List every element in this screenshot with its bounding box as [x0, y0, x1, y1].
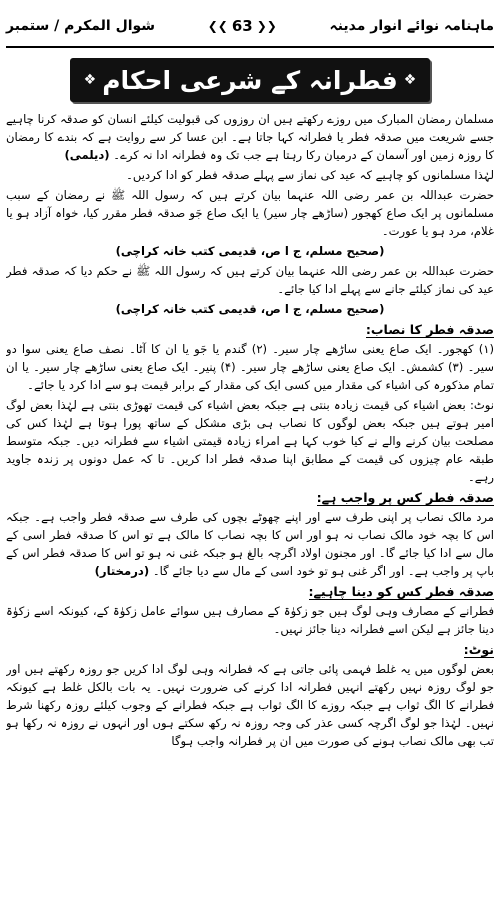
article-title: فطرانہ کے شرعی احکام	[102, 65, 398, 95]
section-heading: صدقہ فطر کس پر واجب ہے:	[316, 490, 494, 505]
citation: (صحیح مسلم، ج ا ص، قدیمی کتب خانہ کراچی)	[115, 244, 385, 258]
paragraph: مرد مالک نصاب پر اپنی طرف سے اور اپنے چھوٹے بچوں کی طرف سے صدقہ فطر واجب ہے۔ جبکہ اس کا بچہ خود مالک نصاب نہ ہو اور اس کا بچہ نصاب کا مالک ہے تو اس کا صدقہ فطر اسی کے مال سے ادا کیا جائے گا۔ اور مجنون اولاد اگرچہ بالغ ہو جبکہ غنی نہ ہو تو اس کا صدقہ فطر اس کے باپ پر واجب ہے۔ اور اگر غنی ہو تو خود اسی کے مال سے دیا جائے گا۔ (درمختار)	[6, 510, 494, 578]
paragraph: حضرت عبداللہ بن عمر رضی اللہ عنہما بیان کرتے ہیں کہ رسول اللہ ﷺ نے رمضان کے سبب مسلمانوں پر ایک صاع کھجور (ساڑھے چار سیر) یا ایک صاع جَو صدقہ فطر مقرر کیا، خواہ آزاد ہو یا غلام، مرد ہو یا عورت۔	[6, 188, 494, 238]
paragraph: لہٰذا مسلمانوں کو چاہیے کہ عید کی نماز سے پہلے صدقہ فطر کو ادا کردیں۔	[126, 168, 494, 182]
page-number: 63	[231, 17, 253, 35]
article-body	[6, 110, 494, 904]
magazine-name: ماہنامہ نوائے انوار مدینہ	[329, 18, 494, 34]
section-heading: صدقہ فطر کا نصاب:	[365, 322, 494, 337]
title-banner	[0, 58, 500, 102]
flourish-icon: ❖	[83, 72, 97, 88]
citation: (صحیح مسلم، ج ا ص، قدیمی کتب خانہ کراچی)	[115, 302, 385, 316]
ornament-icon: ❯❯	[256, 19, 277, 33]
issue-date: شوال المکرم / ستمبر	[6, 18, 156, 34]
page-number-box	[208, 17, 277, 35]
citation: (دیلمی)	[64, 148, 110, 162]
paragraph: حضرت عبداللہ بن عمر رضی اللہ عنہما بیان کرتے ہیں کہ رسول اللہ ﷺ نے حکم دیا کہ صدقہ فطر عید کی نماز کیلئے جانے سے پہلے ادا کیا جائے۔	[6, 264, 494, 296]
flourish-icon: ❖	[403, 72, 417, 88]
paragraph: فطرانے کے مصارف وہی لوگ ہیں جو زکوٰۃ کے مصارف ہیں سوائے عامل زکوٰۃ کے، کیونکہ اسے زکوٰۃ دینا جائز ہے لیکن اسے فطرانہ دینا جائز نہیں۔	[6, 604, 494, 636]
citation: (درمختار)	[94, 564, 150, 578]
section-heading: صدقہ فطر کس کو دینا چاہیے:	[308, 584, 494, 599]
paragraph: نوٹ: بعض اشیاء کی قیمت زیادہ بنتی ہے جبکہ بعض اشیاء کی قیمت تھوڑی بنتی ہے لہٰذا بعض لوگ امیر ہوتے ہیں جبکہ بعض لوگوں کا نصاب ہی بڑی مشکل کے ساتھ پورا ہوتا ہے لہٰذا کس کی مصلحت بیان کرنے والے نے کیا خوب کہا ہے امراء زیادہ قیمتی اشیاء سے فطرانہ دیں۔ جبکہ متوسط طبقہ عام چیزوں کی قیمت کے مطابق اپنا صدقہ فطر ادا کریں۔ تا کہ عمل دونوں پر زندہ جاوید رہے۔	[6, 398, 494, 484]
page-header	[6, 6, 494, 48]
article-title-box	[70, 58, 431, 102]
section-heading: نوٹ:	[463, 642, 494, 657]
ornament-icon: ❮❮	[207, 19, 228, 33]
paragraph: (۱) کھجور۔ ایک صاع یعنی ساڑھے چار سیر۔ (۲) گندم یا جَو یا ان کا آٹا۔ نصف صاع یعنی سوا دو سیر۔ (۳) کشمش۔ ایک صاع یعنی ساڑھے چار سیر۔ (۴) پنیر۔ ایک صاع یعنی ساڑھے چار سیر۔ یا ان تمام مذکورہ کی اشیاء کی مقدار میں کسی ایک کی مقدار کے برابر قیمت ہو سے ادا کرد یا جائے۔	[6, 342, 494, 392]
paragraph: مسلمان رمضان المبارک میں روزے رکھتے ہیں ان روزوں کی قبولیت کیلئے انسان کو صدقہ کرنا چاہیے جسے شریعت میں صدقہ فطر یا فطرانہ کہا جاتا ہے۔ ابن عسا کر سے روایت ہے کہ بندے کا رمضان کا روزہ زمین اور آسمان کے درمیان رکا رہتا ہے جب تک وہ فطرانہ ادا نہ کرے۔ (دیلمی)	[6, 112, 494, 162]
paragraph: بعض لوگوں میں یہ غلط فہمی پائی جاتی ہے کہ فطرانہ وہی لوگ ادا کریں جو روزہ رکھتے ہیں اور جو لوگ روزہ نہیں رکھتے انہیں فطرانہ ادا کرنے کی ضرورت نہیں۔ یہ بات بالکل غلط ہے کیونکہ فطرانے کا الگ ثواب ہے جبکہ روزے کا الگ ثواب ہے جبکہ فطرانے کے وجوب کیلئے روزہ رکھنا شرط نہیں۔ لہٰذا جو لوگ اگرچہ کسی عذر کی وجہ روزہ نہ رکھ سکتے ہوں اور انہوں نے روزہ نہ رکھا ہو تب بھی مالک نصاب ہونے کی صورت میں ان پر فطرانہ واجب ہوگا	[6, 662, 494, 748]
